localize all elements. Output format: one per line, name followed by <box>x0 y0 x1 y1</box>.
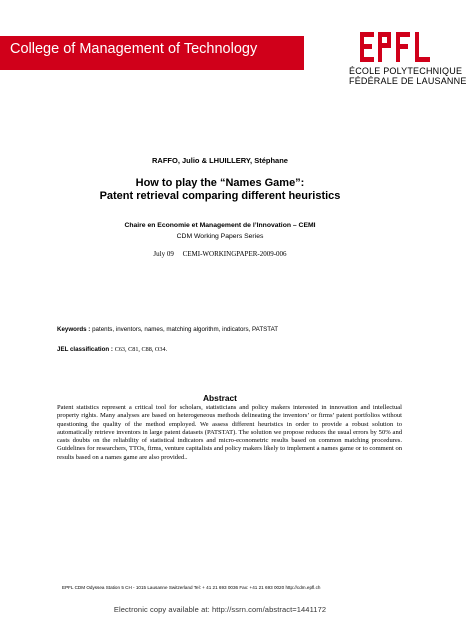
abstract-heading: Abstract <box>203 393 237 403</box>
electronic-copy-notice: Electronic copy available at: http://ssrn.com/abstract=1441172 <box>113 605 327 614</box>
paper-title-line2: Patent retrieval comparing different heuristics <box>99 190 341 202</box>
abstract-body: Patent statistics represent a critical tool for scholars, statisticians and policy makers interested in innovation and intellectual property rights. Many analyses are based on heterogeneous methods delineating the inventors’ or firms’ patent portfolios without questioning the quality of the method employed. We assess different heuristics in order to provide a robust solution to automatically retrieve inventors in large patent datasets (PATSTAT). The solution we propose reduces the usual errors by 50% and casts doubts on the reliability of statistical indicators and micro-econometric results based on common matching procedures. Guidelines for researchers, TTOs, firms, venture capitalists and policy makers likely to implement a names game or to comment on results based on a names game are also provided.. <box>57 404 402 461</box>
working-paper-info <box>0 250 440 258</box>
chair-name: Chaire en Economie et Management de l’Innovation – CEMI <box>124 222 316 229</box>
working-paper-number: CEMI-WORKINGPAPER-2009-006 <box>182 250 287 258</box>
keywords-label: Keywords : <box>57 326 91 333</box>
jel-text: C63, C81, C88, O34. <box>114 346 168 353</box>
college-name: College of Management of Technology <box>10 41 258 57</box>
authors: RAFFO, Julio & LHUILLERY, Stéphane <box>152 156 288 165</box>
paper-date: July 09 <box>153 250 174 258</box>
jel-label: JEL classification : <box>57 346 113 353</box>
school-name-line2: FÉDÉRALE DE LAUSANNE <box>349 76 467 86</box>
keywords <box>57 326 278 333</box>
jel-classification <box>57 346 167 353</box>
epfl-logo <box>360 30 432 64</box>
paper-title-line1: How to play the “Names Game”: <box>135 177 305 189</box>
epfl-logo-letters <box>360 32 430 62</box>
school-name-line1: ÉCOLE POLYTECHNIQUE <box>349 66 463 76</box>
keywords-text: patents, inventors, names, matching algorithm, indicators, PATSTAT <box>92 326 279 333</box>
footer-address: EPFL CDM Odyssea Station 5 CH - 1015 Lausanne Switzerland Tel: + 41 21 693 0036 Fax: +41 21 693 0020 http://cdm.epfl.ch <box>62 585 321 590</box>
series-name: CDM Working Papers Series <box>176 233 264 240</box>
